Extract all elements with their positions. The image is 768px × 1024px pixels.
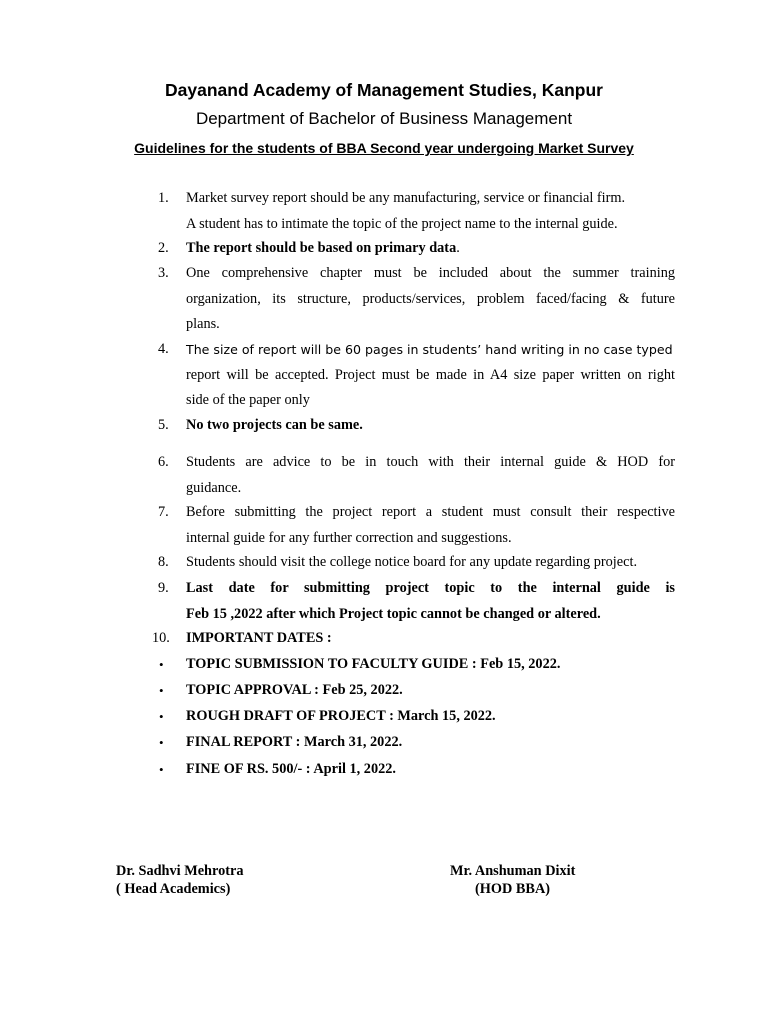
item-text: internal guide for any further correction and suggestions. xyxy=(186,529,512,546)
institution-title: Dayanand Academy of Management Studies, Kanpur xyxy=(165,80,603,100)
item-text: Students are advice to be in touch with their internal guide & HOD for xyxy=(186,454,675,470)
item-text: A student has to intimate the topic of the project name to the internal guide. xyxy=(186,215,618,232)
item-text: Students should visit the college notice board for any update regarding project. xyxy=(186,554,638,570)
item-text: report will be accepted. Project must be made in A4 size paper written on right xyxy=(186,366,675,383)
signatory-hod xyxy=(450,862,575,898)
item-number: 4. xyxy=(158,341,169,357)
item-text: organization, its structure, products/services, problem faced/facing & future xyxy=(186,290,675,307)
date-text: TOPIC APPROVAL : Feb 25, 2022. xyxy=(186,682,403,698)
date-text: FINAL REPORT : March 31, 2022. xyxy=(186,734,403,750)
item-number: 9. xyxy=(158,580,169,596)
item-text: Market survey report should be any manufacturing, service or financial firm. xyxy=(186,190,626,206)
bullet-icon: • xyxy=(159,762,164,777)
date-text: FINE OF RS. 500/- : April 1, 2022. xyxy=(186,761,396,777)
item-number: 1. xyxy=(158,190,169,206)
item-text-suffix: . xyxy=(456,240,460,256)
item-text: The size of report will be 60 pages in students’ hand writing in no case typed xyxy=(186,342,673,357)
item-number: 10. xyxy=(152,630,170,646)
item-text: side of the paper only xyxy=(186,392,310,408)
item-number: 6. xyxy=(158,454,169,470)
document-subject: Guidelines for the students of BBA Second year undergoing Market Survey xyxy=(134,140,634,156)
item-text: plans. xyxy=(186,316,220,332)
item-text: One comprehensive chapter must be included about the summer training xyxy=(186,265,675,281)
item-number: 7. xyxy=(158,504,169,520)
bullet-icon: • xyxy=(159,709,164,724)
item-text: Feb 15 ,2022 after which Project topic cannot be changed or altered. xyxy=(186,605,601,622)
signatory-name: Dr. Sadhvi Mehrotra xyxy=(116,863,244,879)
signatory-title: (HOD BBA) xyxy=(475,881,551,897)
department-title: Department of Bachelor of Business Management xyxy=(195,109,573,128)
signatory-name: Mr. Anshuman Dixit xyxy=(450,863,576,879)
date-text: TOPIC SUBMISSION TO FACULTY GUIDE : Feb 15, 2022. xyxy=(186,656,561,672)
bullet-icon: • xyxy=(159,683,164,698)
signatory-head-academics xyxy=(116,862,244,898)
item-number: 5. xyxy=(158,417,169,433)
item-text: Before submitting the project report a student must consult their respective xyxy=(186,504,675,520)
date-text: ROUGH DRAFT OF PROJECT : March 15, 2022. xyxy=(186,708,496,724)
item-text: No two projects can be same. xyxy=(186,417,363,433)
bullet-icon: • xyxy=(159,657,164,672)
item-text: IMPORTANT DATES : xyxy=(186,630,332,646)
item-text: The report should be based on primary data xyxy=(186,240,457,256)
item-number: 8. xyxy=(158,554,169,570)
bullet-icon: • xyxy=(159,735,164,750)
item-number: 3. xyxy=(158,265,169,281)
item-text: guidance. xyxy=(186,479,242,496)
signatory-title: ( Head Academics) xyxy=(116,881,231,897)
item-text: Last date for submitting project topic to the internal guide is xyxy=(186,580,675,596)
item-number: 2. xyxy=(158,240,169,256)
